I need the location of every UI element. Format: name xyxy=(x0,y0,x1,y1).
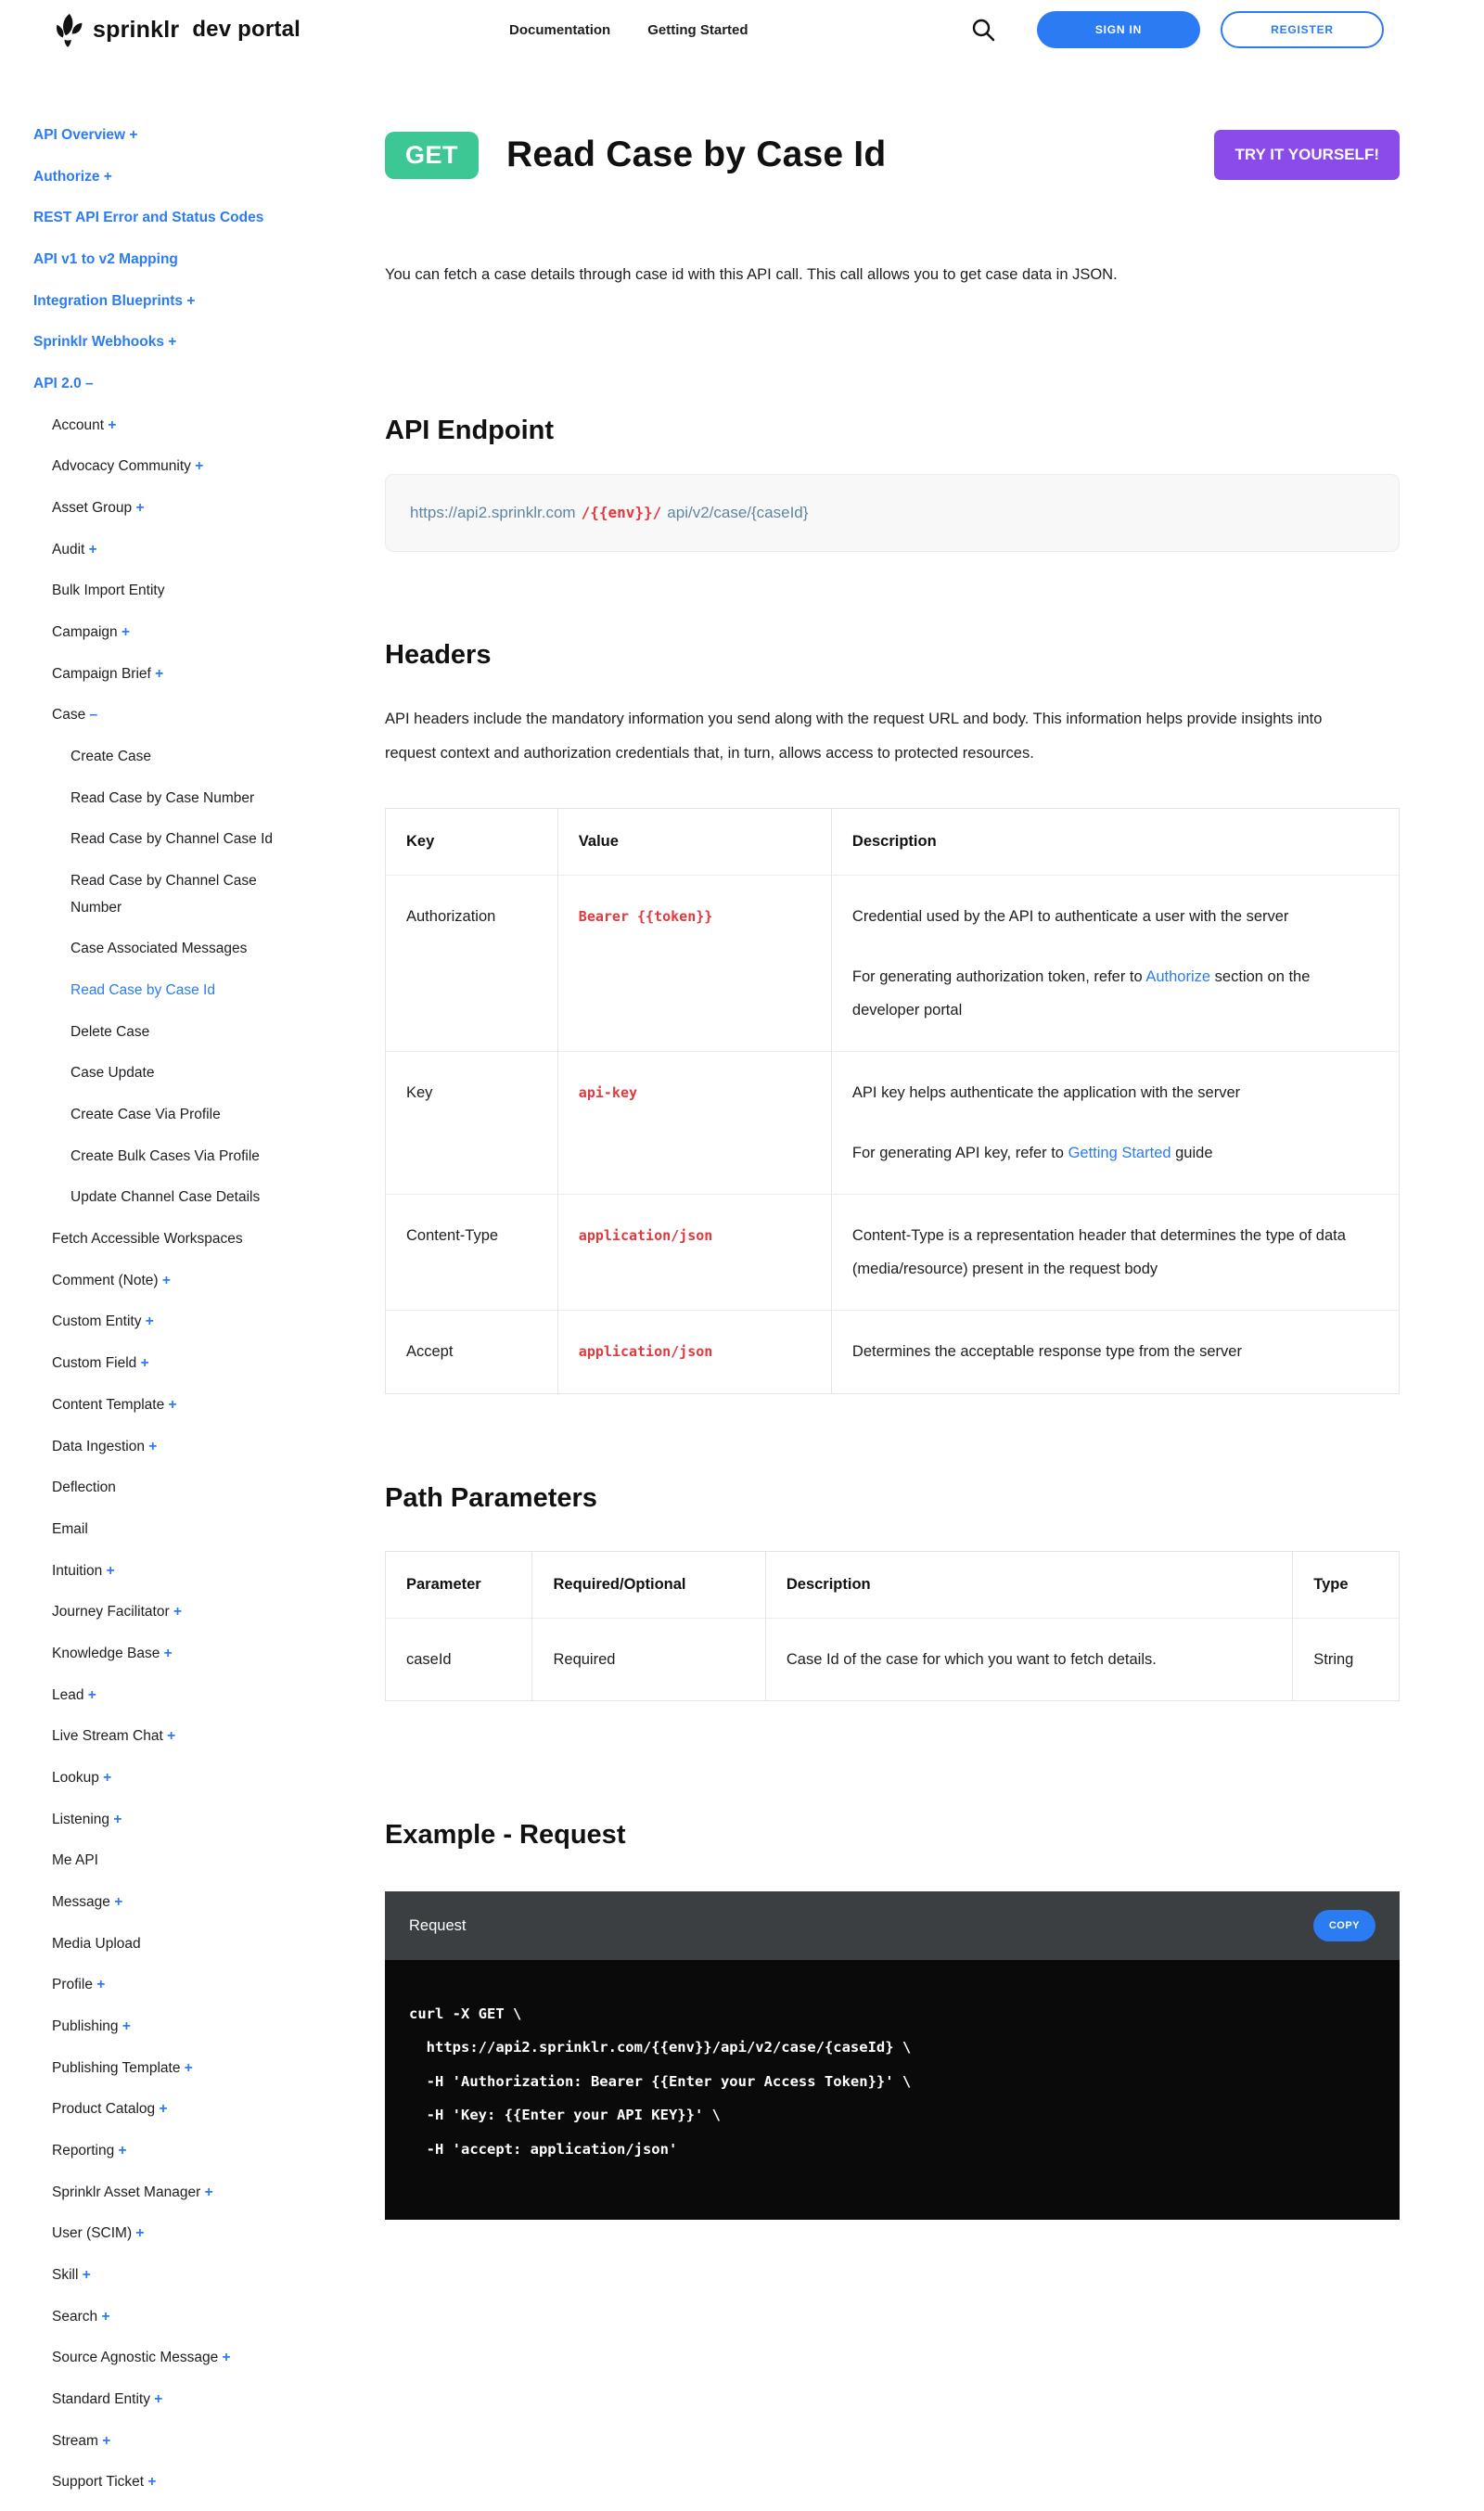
sidebar-item-label: Read Case by Case Number xyxy=(70,789,255,806)
collapse-icon[interactable]: – xyxy=(89,707,98,724)
sidebar-item-label: Standard Entity xyxy=(52,2390,150,2407)
header-value-cell xyxy=(557,1311,831,1393)
sidebar-item-label: Integration Blueprints xyxy=(33,292,184,309)
sidebar-item-label: Sprinklr Asset Manager xyxy=(52,2184,201,2200)
sidebar-item-label: API Overview xyxy=(33,127,126,143)
sidebar-item-case[interactable] xyxy=(0,702,371,729)
expand-icon[interactable]: + xyxy=(135,2225,145,2242)
nav-getting-started[interactable]: Getting Started xyxy=(647,21,748,38)
expand-icon[interactable]: + xyxy=(168,334,177,351)
sidebar-item-asset-group[interactable] xyxy=(0,495,371,522)
sidebar-item-label: API 2.0 xyxy=(33,376,82,392)
sidebar-item-case-update[interactable] xyxy=(0,1060,288,1087)
sidebar-item-label: Stream xyxy=(52,2432,98,2449)
sidebar-item-label: Intuition xyxy=(52,1562,103,1579)
params-table-header-row xyxy=(386,1551,1400,1618)
sidebar-item-search[interactable] xyxy=(0,2304,371,2331)
sidebar-item-label: Read Case by Case Id xyxy=(70,982,215,999)
description-text: API key helps authenticate the application with the server xyxy=(851,1084,1241,1102)
sidebar-item-label: Journey Facilitator xyxy=(52,1604,170,1621)
header-value-code: application/json xyxy=(578,1343,713,1361)
sidebar-item-content-template[interactable] xyxy=(0,1392,371,1419)
sidebar-item-create-case-via-profile[interactable] xyxy=(0,1102,288,1129)
sidebar-item-skill[interactable] xyxy=(0,2262,371,2289)
header-value-cell xyxy=(557,876,831,1052)
header-description-cell xyxy=(831,1311,1399,1393)
sidebar-item-label: Fetch Accessible Workspaces xyxy=(52,1231,243,1248)
sidebar-item-read-case-by-case-id[interactable] xyxy=(0,978,288,1005)
sidebar-item-create-case[interactable] xyxy=(0,744,288,771)
description-pre: For generating API key, refer to xyxy=(851,1144,1068,1161)
expand-icon[interactable]: + xyxy=(147,2474,157,2491)
expand-icon[interactable]: + xyxy=(114,1893,123,1910)
sidebar-item-label: Account xyxy=(52,416,105,433)
title-row xyxy=(385,130,1400,180)
sidebar-item-journey-facilitator[interactable] xyxy=(0,1599,371,1626)
sidebar-item-label: Authorize xyxy=(33,168,100,185)
code-line: curl -X GET \ xyxy=(409,2005,522,2023)
sidebar-item-label: API v1 to v2 Mapping xyxy=(33,251,178,268)
sidebar-item-live-stream-chat[interactable] xyxy=(0,1723,371,1750)
sidebar-item-publishing-template[interactable] xyxy=(0,2056,371,2082)
sidebar-item-label: Knowledge Base xyxy=(52,1645,160,1661)
sidebar-item-label: Search xyxy=(52,2308,98,2325)
sidebar-item-label: Read Case by Channel Case Number xyxy=(70,873,257,916)
code-line: https://api2.sprinklr.com/{{env}}/api/v2/case/{caseId} \ xyxy=(409,2039,912,2056)
sprinklr-logo-icon xyxy=(52,12,85,47)
expand-icon[interactable]: + xyxy=(106,1562,115,1579)
sidebar-item-label: Bulk Import Entity xyxy=(52,583,165,599)
sidebar-item-custom-field[interactable] xyxy=(0,1351,371,1377)
search-icon[interactable] xyxy=(970,16,998,44)
sidebar-nav-list xyxy=(0,59,371,2496)
expand-icon[interactable]: + xyxy=(168,1396,177,1413)
sidebar-item-label: User (SCIM) xyxy=(52,2225,133,2242)
sidebar-item-reporting[interactable] xyxy=(0,2138,371,2165)
description-text: Content-Type is a representation header that determines the type of data (media/resource) present in the request body xyxy=(851,1226,1346,1278)
expand-icon[interactable]: + xyxy=(159,2101,168,2118)
sidebar-item-deflection[interactable] xyxy=(0,1475,371,1502)
description-post: guide xyxy=(1171,1144,1213,1161)
sidebar-item-sprinklr-webhooks[interactable] xyxy=(0,329,371,356)
sidebar-item-label: Lookup xyxy=(52,1769,99,1786)
sidebar-item-read-case-by-channel-case-number[interactable] xyxy=(0,868,288,921)
sidebar-item-api-overview[interactable] xyxy=(0,122,371,149)
sidebar-item-read-case-by-case-number[interactable] xyxy=(0,786,288,813)
sidebar-item-delete-case[interactable] xyxy=(0,1019,288,1046)
header-key-cell: Key xyxy=(386,1052,558,1195)
sidebar-item-campaign[interactable] xyxy=(0,620,371,647)
api-endpoint-box xyxy=(385,474,1400,552)
headers-table-body xyxy=(386,876,1400,1393)
try-it-yourself-button[interactable]: TRY IT YOURSELF! xyxy=(1214,130,1400,180)
sidebar-item-label: Campaign Brief xyxy=(52,665,151,682)
headers-table-row xyxy=(386,876,1400,1052)
param-name-cell: caseId xyxy=(386,1618,532,1700)
sign-in-button[interactable]: SIGN IN xyxy=(1037,11,1200,48)
expand-icon[interactable]: + xyxy=(145,1313,154,1330)
sidebar-item-label: Comment (Note) xyxy=(52,1272,159,1288)
code-body[interactable] xyxy=(385,1960,1400,2220)
sidebar-item-label: Skill xyxy=(52,2266,79,2283)
expand-icon[interactable]: + xyxy=(161,1272,171,1288)
sidebar xyxy=(0,59,371,2511)
authorize-link[interactable]: Authorize xyxy=(1145,967,1211,985)
copy-button[interactable]: COPY xyxy=(1313,1910,1375,1941)
param-description-cell: Case Id of the case for which you want to fetch details. xyxy=(765,1618,1292,1700)
params-table-row xyxy=(386,1618,1400,1700)
sidebar-item-comment-note[interactable] xyxy=(0,1268,371,1295)
sidebar-item-api-v1-to-v2-mapping[interactable] xyxy=(0,247,371,274)
header-nav xyxy=(509,22,748,38)
sidebar-item-bulk-import-entity[interactable] xyxy=(0,578,371,605)
header-value-cell xyxy=(557,1052,831,1195)
sidebar-item-label: Create Case Via Profile xyxy=(70,1107,221,1123)
sidebar-item-source-agnostic-message[interactable] xyxy=(0,2345,371,2372)
code-line: -H 'Key: {{Enter your API KEY}}' \ xyxy=(409,2107,721,2124)
code-panel-header xyxy=(385,1891,1400,1960)
logo-text: sprinklr xyxy=(93,16,180,43)
sidebar-item-label: Asset Group xyxy=(52,500,133,517)
params-column-parameter: Parameter xyxy=(386,1551,532,1618)
top-header xyxy=(0,0,1484,59)
headers-table-row xyxy=(386,1311,1400,1393)
sidebar-item-label: Live Stream Chat xyxy=(52,1728,163,1745)
expand-icon[interactable]: + xyxy=(173,1604,183,1621)
sidebar-item-label: Advocacy Community xyxy=(52,458,191,475)
header-key-cell: Accept xyxy=(386,1311,558,1393)
sidebar-item-label: Listening xyxy=(52,1811,110,1827)
expand-icon[interactable]: + xyxy=(88,541,97,557)
expand-icon[interactable]: + xyxy=(195,458,204,475)
headers-description: API headers include the mandatory information you send along with the request URL and body. This information helps provide insights into request context and authorization credentials that, in turn, allows access to protected resources. xyxy=(385,711,1323,762)
request-code-panel xyxy=(385,1891,1400,2220)
sidebar-item-email[interactable] xyxy=(0,1517,371,1544)
sidebar-item-intuition[interactable] xyxy=(0,1558,371,1585)
expand-icon[interactable]: + xyxy=(129,127,138,143)
getting-started-link[interactable]: Getting Started xyxy=(1068,1144,1171,1161)
code-panel-title: Request xyxy=(409,1916,467,1934)
sidebar-item-authorize[interactable] xyxy=(0,164,371,191)
sidebar-item-label: Me API xyxy=(52,1852,98,1869)
sidebar-item-standard-entity[interactable] xyxy=(0,2387,371,2414)
headers-column-value: Value xyxy=(557,809,831,876)
header-value-code: api-key xyxy=(578,1084,638,1102)
sidebar-item-user-scim[interactable] xyxy=(0,2221,371,2248)
header-value-code: Bearer {{token}} xyxy=(578,908,713,926)
expand-icon[interactable]: + xyxy=(184,2059,193,2076)
headers-table-row xyxy=(386,1194,1400,1311)
header-key-cell: Authorization xyxy=(386,876,558,1052)
description-text-2 xyxy=(852,960,1378,1028)
expand-icon[interactable]: + xyxy=(103,1769,112,1786)
sidebar-item-campaign-brief[interactable] xyxy=(0,661,371,688)
sidebar-item-listening[interactable] xyxy=(0,1807,371,1834)
params-table-body xyxy=(386,1618,1400,1700)
sidebar-item-label: Support Ticket xyxy=(52,2474,145,2491)
header-description-cell xyxy=(831,1194,1399,1311)
expand-icon[interactable]: + xyxy=(113,1811,122,1827)
headers-table-header-row xyxy=(386,809,1400,876)
sidebar-item-label: Read Case by Channel Case Id xyxy=(70,831,273,848)
sidebar-item-audit[interactable] xyxy=(0,537,371,564)
sidebar-item-label: Data Ingestion xyxy=(52,1438,145,1454)
expand-icon[interactable]: + xyxy=(118,2142,127,2159)
sidebar-item-account[interactable] xyxy=(0,413,371,440)
sidebar-item-label: Reporting xyxy=(52,2142,115,2159)
logo-suffix: dev portal xyxy=(192,17,301,42)
param-required-cell: Required xyxy=(532,1618,765,1700)
description-pre: For generating authorization token, refer to xyxy=(851,967,1146,985)
sidebar-item-label: Custom Entity xyxy=(52,1313,142,1330)
sidebar-item-custom-entity[interactable] xyxy=(0,1309,371,1336)
main-content xyxy=(385,59,1400,2220)
sidebar-item-label: Email xyxy=(52,1520,88,1537)
sidebar-item-label: Product Catalog xyxy=(52,2101,156,2118)
sidebar-item-label: Content Template xyxy=(52,1396,165,1413)
sidebar-item-label: Campaign xyxy=(52,624,118,641)
endpoint-env-placeholder: /{{env}}/ xyxy=(581,504,662,522)
params-column-description: Description xyxy=(765,1551,1292,1618)
sidebar-item-lead[interactable] xyxy=(0,1683,371,1710)
headers-table-row xyxy=(386,1052,1400,1195)
sidebar-item-label: Message xyxy=(52,1893,110,1910)
params-column-type: Type xyxy=(1313,1575,1349,1593)
sidebar-item-label: REST API Error and Status Codes xyxy=(33,210,264,226)
expand-icon[interactable]: + xyxy=(103,168,112,185)
sidebar-item-label: Create Case xyxy=(70,749,152,765)
sidebar-item-knowledge-base[interactable] xyxy=(0,1641,371,1668)
sidebar-item-label: Case Associated Messages xyxy=(70,941,248,957)
sidebar-item-fetch-accessible-workspaces[interactable] xyxy=(0,1226,371,1253)
description-text: Credential used by the API to authenticate a user with the server xyxy=(851,908,1289,926)
example-request-heading: Example - Request xyxy=(385,1820,626,1851)
sidebar-item-label: Profile xyxy=(52,1977,93,1993)
expand-icon[interactable]: + xyxy=(135,500,145,517)
sidebar-item-label: Sprinklr Webhooks xyxy=(33,334,164,351)
expand-icon[interactable]: + xyxy=(102,2432,111,2449)
sidebar-item-case-associated-messages[interactable] xyxy=(0,936,288,963)
expand-icon[interactable]: + xyxy=(186,292,196,309)
expand-icon[interactable]: + xyxy=(140,1355,149,1372)
sidebar-item-integration-blueprints[interactable] xyxy=(0,288,371,315)
sidebar-item-label: Case xyxy=(52,707,86,724)
sidebar-item-label: Source Agnostic Message xyxy=(52,2350,219,2366)
sidebar-item-label: Media Upload xyxy=(52,1935,141,1952)
headers-column-key: Key xyxy=(386,809,558,876)
sidebar-item-create-bulk-cases-via-profile[interactable] xyxy=(0,1144,288,1171)
endpoint-path: api/v2/case/{caseId} xyxy=(667,504,809,522)
sidebar-item-advocacy-community[interactable] xyxy=(0,454,371,480)
params-column-required-optional: Required/Optional xyxy=(532,1551,765,1618)
expand-icon[interactable]: + xyxy=(167,1728,176,1745)
sidebar-item-update-channel-case-details[interactable] xyxy=(0,1185,288,1211)
sidebar-item-rest-api-error-and-status-codes[interactable] xyxy=(0,205,371,232)
sprinklr-logo[interactable] xyxy=(52,12,301,47)
sidebar-item-read-case-by-channel-case-id[interactable] xyxy=(0,826,288,853)
collapse-icon[interactable]: – xyxy=(85,376,94,392)
sidebar-item-message[interactable] xyxy=(0,1890,371,1916)
api-endpoint-heading: API Endpoint xyxy=(385,416,555,446)
sidebar-item-label: Case Update xyxy=(70,1065,155,1082)
sidebar-item-data-ingestion[interactable] xyxy=(0,1434,371,1461)
endpoint-base-url: https://api2.sprinklr.com xyxy=(410,504,576,522)
nav-documentation[interactable]: Documentation xyxy=(509,21,611,38)
sidebar-item-label: Custom Field xyxy=(52,1355,137,1372)
description-text: Determines the acceptable response type from the server xyxy=(851,1343,1242,1361)
sidebar-item-label: Publishing Template xyxy=(52,2059,181,2076)
expand-icon[interactable]: + xyxy=(87,1686,96,1703)
sidebar-item-label: Audit xyxy=(52,541,85,557)
expand-icon[interactable]: + xyxy=(101,2308,110,2325)
page-title: Read Case by Case Id xyxy=(506,135,887,174)
sidebar-item-sprinklr-asset-manager[interactable] xyxy=(0,2180,371,2207)
code-line: -H 'Authorization: Bearer {{Enter your Access Token}}' \ xyxy=(409,2072,912,2090)
expand-icon[interactable]: + xyxy=(154,2390,163,2407)
code-line: -H 'accept: application/json' xyxy=(409,2140,678,2158)
expand-icon[interactable]: + xyxy=(222,2350,231,2366)
expand-icon[interactable]: + xyxy=(96,1977,106,1993)
sidebar-item-publishing[interactable] xyxy=(0,2014,371,2041)
sidebar-item-me-api[interactable] xyxy=(0,1848,371,1875)
http-method-badge: GET xyxy=(385,132,479,179)
headers-heading: Headers xyxy=(385,640,492,671)
header-value-code: application/json xyxy=(578,1226,713,1244)
expand-icon[interactable]: + xyxy=(155,665,164,682)
expand-icon[interactable]: + xyxy=(148,1438,158,1454)
expand-icon[interactable]: + xyxy=(204,2184,213,2200)
headers-table xyxy=(385,808,1400,1393)
expand-icon[interactable]: + xyxy=(163,1645,173,1661)
expand-icon[interactable]: + xyxy=(82,2266,91,2283)
param-type-cell: String xyxy=(1313,1650,1354,1668)
header-key-cell: Content-Type xyxy=(386,1194,558,1311)
sidebar-item-profile[interactable] xyxy=(0,1972,371,1999)
sidebar-item-label: Delete Case xyxy=(70,1023,150,1040)
register-button[interactable]: REGISTER xyxy=(1221,11,1384,48)
sidebar-item-label: Publishing xyxy=(52,2018,119,2034)
sidebar-item-support-ticket[interactable] xyxy=(0,2469,371,2496)
sidebar-item-media-upload[interactable] xyxy=(0,1931,371,1958)
path-parameters-table xyxy=(385,1551,1400,1701)
description-post: section on the developer portal xyxy=(851,967,1311,1018)
header-description-cell xyxy=(831,876,1399,1052)
expand-icon[interactable]: + xyxy=(108,416,117,433)
sidebar-item-label: Create Bulk Cases Via Profile xyxy=(70,1147,260,1164)
sidebar-item-lookup[interactable] xyxy=(0,1765,371,1792)
headers-column-description: Description xyxy=(851,833,937,851)
description-text-2 xyxy=(852,1136,1378,1170)
sidebar-item-api-2-0[interactable] xyxy=(0,371,371,398)
sidebar-item-label: Lead xyxy=(52,1686,84,1703)
sidebar-item-label: Update Channel Case Details xyxy=(70,1189,261,1206)
sidebar-item-product-catalog[interactable] xyxy=(0,2096,371,2123)
expand-icon[interactable]: + xyxy=(122,2018,131,2034)
sidebar-item-stream[interactable] xyxy=(0,2428,371,2455)
header-value-cell xyxy=(557,1194,831,1311)
path-parameters-heading: Path Parameters xyxy=(385,1482,597,1513)
intro-paragraph: You can fetch a case details through case id with this API call. This call allows you to get case data in JSON. xyxy=(385,266,1118,283)
header-description-cell xyxy=(831,1052,1399,1195)
sidebar-item-label: Deflection xyxy=(52,1480,116,1496)
expand-icon[interactable]: + xyxy=(121,624,131,641)
